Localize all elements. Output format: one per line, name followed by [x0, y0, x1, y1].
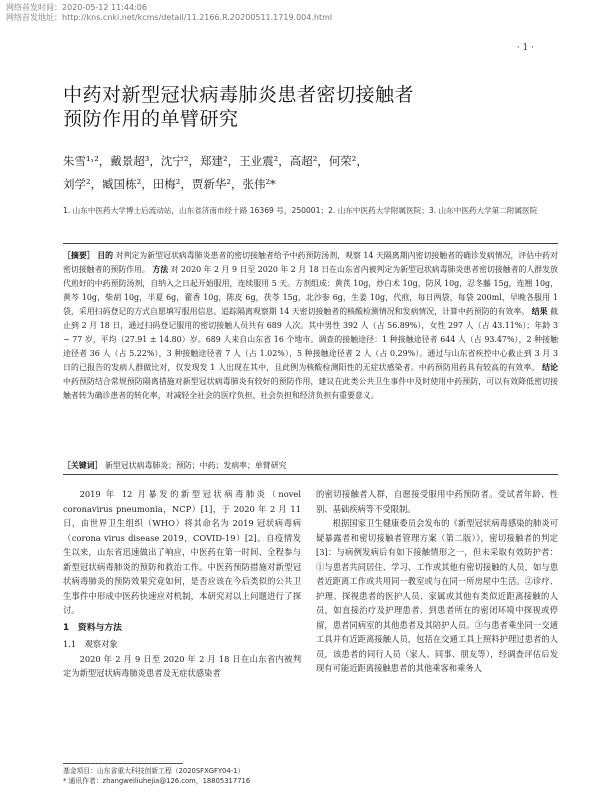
footnote [63, 766, 250, 786]
abstract-conclusion-label: 结论 [542, 363, 558, 372]
affiliations: 1. 山东中医药大学博士后流动站，山东省济南市经十路 16369 号，250001；2. 山东中医药大学附属医院；3. 山东中医药大学第二附属医院 [63, 206, 538, 215]
abstract-result-label: 结果 [531, 307, 548, 316]
online-publish-url[interactable]: 网络首发地址：http://kns.cnki.net/kcms/detail/11.2166.R.20200511.1719.004.html [6, 13, 333, 22]
keywords-label: ［关键词］ [63, 461, 103, 470]
abstract-conclusion: 中药预防结合常规预防隔离措施对新型冠状病毒肺炎有较好的预防作用，建议在此类公共卫生事件中及时使用中药预防，可以有效降低密切接触者转为确诊患者的转化率，对减轻全社会的医疗负担、社会负担和经济负担有重要意义。 [63, 377, 558, 400]
keywords [63, 459, 558, 472]
keywords-text: 新型冠状病毒肺炎；预防；中药；发病率；单臂研究 [104, 461, 287, 470]
paper-title-line-1: 中药对新型冠状病毒肺炎患者密切接触者 [63, 84, 415, 106]
subsection-heading: 1.1 观察对象 [63, 639, 118, 649]
abstract [63, 249, 558, 403]
online-publish-time: 网络首发时间：2020-05-12 11:44:06 [6, 3, 147, 12]
abstract-method-label: 方法 [152, 265, 169, 274]
close-contact-definition: 根据国家卫生健康委员会发布的《新型冠状病毒感染的肺炎可疑暴露者和密切接触者管理方案（第二版）》，密切接触者的判定[3]：与病例发病后有如下接触情形之一，但未采取有效防护者：①与患者共同居住、学习、工作或其他有密切接触的人员，如与患者近距离工作或共用同一教室或与在同一所房屋中生活。②诊疗、护理、探视患者的医护人员、家属或其他有类似近距离接触的人员，如直接治疗及护理患者、到患者所在的密闭环境中探视或停留，患者同病室的其他患者及其陪护人员。③与患者乘坐同一交通工具并有近距离接触人员，包括在交通工具上照料护理过患者的人员，该患者的同行人员（家人、同事、朋友等），经调查评估后发现有可能近距离接触患者的其他乘客和乘务人 [316, 518, 558, 673]
abstract-label: ［摘要］ [63, 251, 95, 260]
footnote-divider [63, 763, 183, 764]
authors-line-1: 朱雪¹˒²，戴景超³，沈宁²，郑建²，王业震²，高超²，何荣²， [63, 154, 368, 168]
corresponding-author-note: * 通讯作者：zhangweiliuhejia@126.com，18805317716 [63, 777, 251, 785]
abstract-purpose-label: 目的 [97, 251, 114, 260]
section-heading: 1 资料与方法 [63, 622, 122, 633]
subjects-continuation: 的密切接触者人群，自愿接受服用中药预防者。受试者年龄、性别、基础疾病等不受限制。 [316, 489, 558, 514]
abstract-result: 截止到 2 月 18 日，通过扫码登记服用的密切接触人员共有 689 人次。其中男性 392 人（占 56.89%），女性 297 人（占 43.11%）；年龄 3 ~ 77 岁，平均（27.91 ± 14.80）岁。689 人来自山东省 16 个地市。调查的接触途径：1 种接触途径者 644 人（占 93.47%），2 种接触途径者 36 人（占 5.22%），3 种接触途径者 7 人（占 1.02%），5 种接触途径者 2 人（占 0.29%）。通过与山东省疾控中心截止到 3 月 3 日的已报告的发病人群做比对，仅发现发 1 人出现在其中，且此例为核酸检测阳性的无症状感染者。中药预防用药具有较高的有效率。 [63, 307, 558, 372]
abstract-method: 对 2020 年 2 月 9 日至 2020 年 2 月 18 日在山东省内被判定为新型冠状病毒肺炎患者密切接触者的人群发放代煎好的中药预防汤剂，自纳入之日起开始服用，连续服用 5 天。方剂组成：黄芪 10g，炒白术 10g，防风 10g，忍冬藤 15g，连翘 10g，黄芩 10g，柴胡 10g，半夏 6g，藿香 10g，陈皮 6g，茯苓 15g，北沙参 6g，生姜 10g，代煎，每日两袋，每袋 200ml，早晚各服用 1 袋，采用扫码登记的方式自愿填写服用信息。追踪隔离观察期 14 天密切接触者的核酸检测情况和发病情况，计算中药预防的有效率。 [63, 265, 558, 316]
body-left-column [63, 487, 301, 681]
paper-title-line-2: 预防作用的单臂研究 [63, 108, 239, 130]
body-right-column [316, 487, 558, 676]
authors-line-2: 刘学²，臧国栋²，田梅²，贾新华²，张伟²* [63, 177, 276, 191]
abstract-purpose: 对判定为新型冠状病毒肺炎患者的密切接触者给予中药预防汤剂，观察 14 天隔离期内密切接触者的确诊发病情况，评估中药对密切接触者的预防作用。 [63, 251, 558, 274]
intro-paragraph: 2019 年 12 月暴发的新型冠状病毒肺炎（novel coronavirus pneumonia，NCP）[1]，于 2020 年 2 月 11 日，由世界卫生组织（WHO）将其命名为 2019 冠状病毒病（corona virus disease 2019，COVID-19）[2]。自疫情发生以来，山东省迅速做出了响应，中医药在第一时间、全程参与新型冠状病毒肺炎的预防和救治工作。中医药预防措施对新型冠状病毒肺炎的预防效果究竟如何，是否应该在今后类似的公共卫生事件中形成中医药快速应对机制，本研究对以上问题进行了探讨。 [63, 489, 301, 615]
page-number: · 1 · [516, 43, 534, 53]
subjects-paragraph: 2020 年 2 月 9 日至 2020 年 2 月 18 日在山东省内被判定为新型冠状病毒肺炎患者及无症状感染者 [63, 653, 301, 678]
fund-note: 基金项目：山东省重大科技创新工程（2020SFXGFY04-1） [63, 767, 245, 775]
